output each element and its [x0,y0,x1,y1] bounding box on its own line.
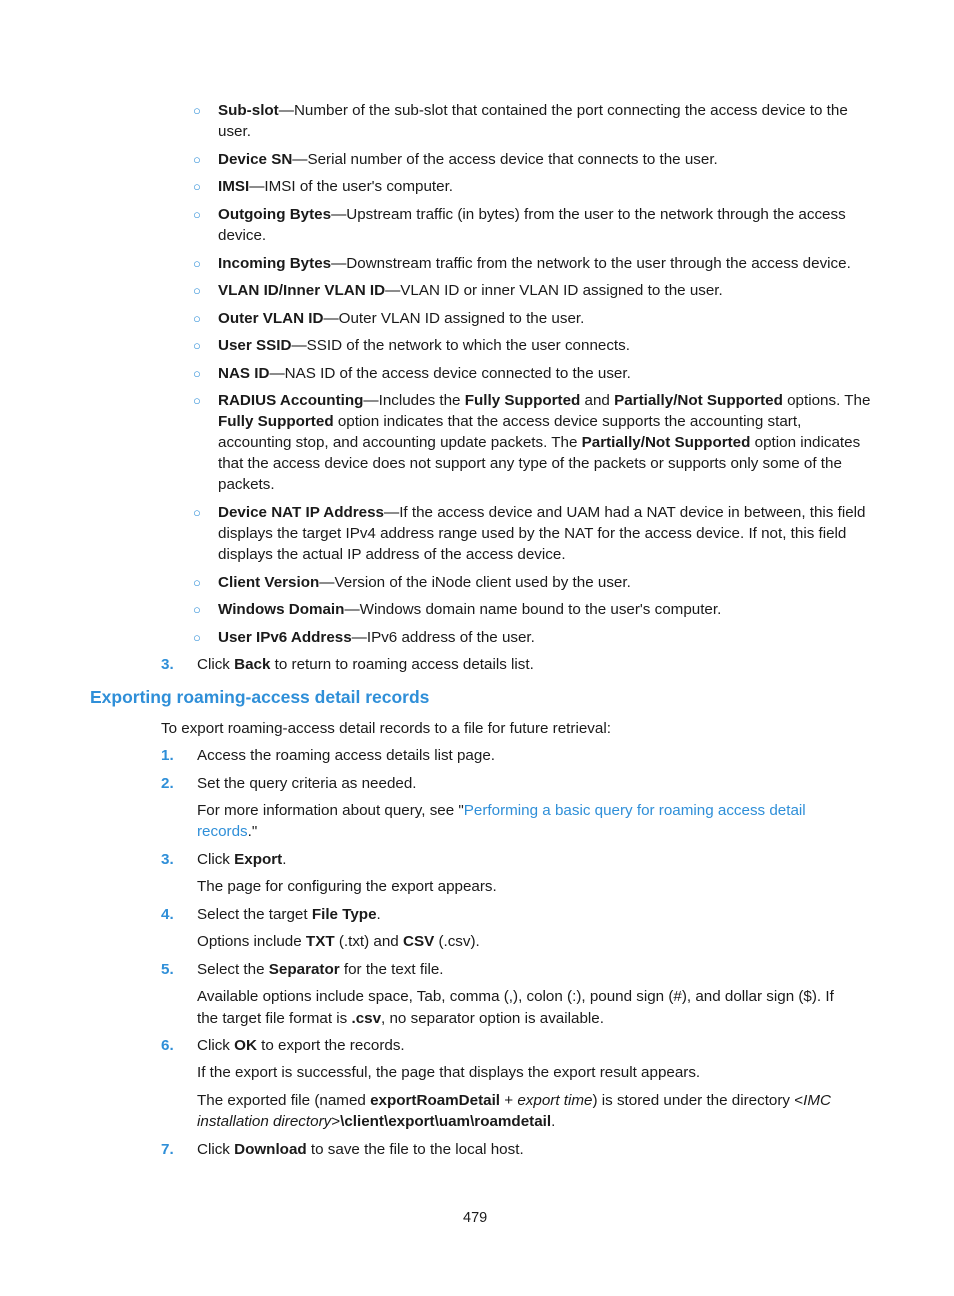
list-item: Incoming Bytes—Downstream traffic from the network to the user through the access device. [218,255,851,272]
bullet-glyph: ○ [193,311,201,326]
list-item: User SSID—SSID of the network to which the user connects. [218,337,630,354]
section-heading: Exporting roaming-access detail records [90,687,430,707]
step-number: 4. [161,906,174,923]
step-note-continuation: installation directory>\client\export\uam\roamdetail. [197,1113,556,1130]
step-note: Available options include space, Tab, comma (,), colon (:), pound sign (#), and dollar sign ($). If [197,988,834,1005]
step-number: 3. [161,851,174,868]
step-note: The page for configuring the export appears. [197,878,497,895]
bullet-glyph: ○ [193,179,201,194]
step-text: Set the query criteria as needed. [197,775,417,792]
bullet-glyph: ○ [193,207,201,222]
step-text: Click Export. [197,851,287,868]
step-number: 2. [161,775,174,792]
list-item: User IPv6 Address—IPv6 address of the user. [218,629,535,646]
bullet-glyph: ○ [193,366,201,381]
bullet-glyph: ○ [193,152,201,167]
list-item-continuation: that the access device does not support any type of the packets or supports only some of the [218,455,842,472]
list-item: Sub-slot—Number of the sub-slot that contained the port connecting the access device to the [218,102,848,119]
step-text: Select the Separator for the text file. [197,961,444,978]
bullet-glyph: ○ [193,283,201,298]
step-number: 3. [161,656,174,673]
step-text: Select the target File Type. [197,906,381,923]
bullet-glyph: ○ [193,505,201,520]
list-item-continuation: packets. [218,476,275,493]
step-text: Click Download to save the file to the local host. [197,1141,524,1158]
bullet-glyph: ○ [193,630,201,645]
list-item: Device NAT IP Address—If the access device and UAM had a NAT device in between, this field [218,504,866,521]
bullet-glyph: ○ [193,103,201,118]
list-item: Device SN—Serial number of the access device that connects to the user. [218,151,718,168]
step-note-continuation: records." [197,823,258,840]
step-note: Options include TXT (.txt) and CSV (.csv). [197,933,480,950]
list-item-continuation: Fully Supported option indicates that the access device supports the accounting start, [218,413,802,430]
step-number: 5. [161,961,174,978]
list-item: Outer VLAN ID—Outer VLAN ID assigned to the user. [218,310,585,327]
term: Sub-slot [218,102,279,119]
list-item-continuation: device. [218,227,267,244]
step-note-continuation: the target file format is .csv, no separator option is available. [197,1010,604,1027]
bullet-glyph: ○ [193,393,201,408]
step-note: If the export is successful, the page that displays the export result appears. [197,1064,701,1081]
list-item: Windows Domain—Windows domain name bound to the user's computer. [218,601,722,618]
step-note: The exported file (named exportRoamDetail + export time) is stored under the directory <IMC [197,1092,831,1109]
step-number: 6. [161,1037,174,1054]
step-text: Click Back to return to roaming access details list. [197,656,534,673]
bullet-glyph: ○ [193,575,201,590]
step-text: Click OK to export the records. [197,1037,405,1054]
query-link-continued[interactable]: records [197,823,248,840]
list-item: VLAN ID/Inner VLAN ID—VLAN ID or inner VLAN ID assigned to the user. [218,282,723,299]
bullet-glyph: ○ [193,338,201,353]
step-number: 1. [161,747,174,764]
page-number: 479 [463,1210,488,1226]
bullet-glyph: ○ [193,256,201,271]
list-item-continuation: accounting stop, and accounting update packets. The Partially/Not Supported option indicates [218,434,861,451]
intro-text: To export roaming-access detail records to a file for future retrieval: [161,720,611,737]
list-item-continuation: user. [218,123,251,140]
step-text: Access the roaming access details list page. [197,747,495,764]
list-item: Outgoing Bytes—Upstream traffic (in bytes) from the user to the network through the access [218,206,846,223]
list-item: Client Version—Version of the iNode client used by the user. [218,574,631,591]
step-note: For more information about query, see "Performing a basic query for roaming access detail [197,802,806,819]
list-item: IMSI—IMSI of the user's computer. [218,178,454,195]
list-item-continuation: displays the actual IP address of the access device. [218,546,566,563]
query-link[interactable]: Performing a basic query for roaming access detail [463,802,806,819]
bullet-glyph: ○ [193,602,201,617]
list-item-continuation: displays the target IPv4 address range used by the NAT for the access device. If not, this field [218,525,847,542]
step-number: 7. [161,1141,174,1158]
list-item: NAS ID—NAS ID of the access device connected to the user. [218,365,631,382]
list-item: RADIUS Accounting—Includes the Fully Supported and Partially/Not Supported options. The [218,392,871,409]
